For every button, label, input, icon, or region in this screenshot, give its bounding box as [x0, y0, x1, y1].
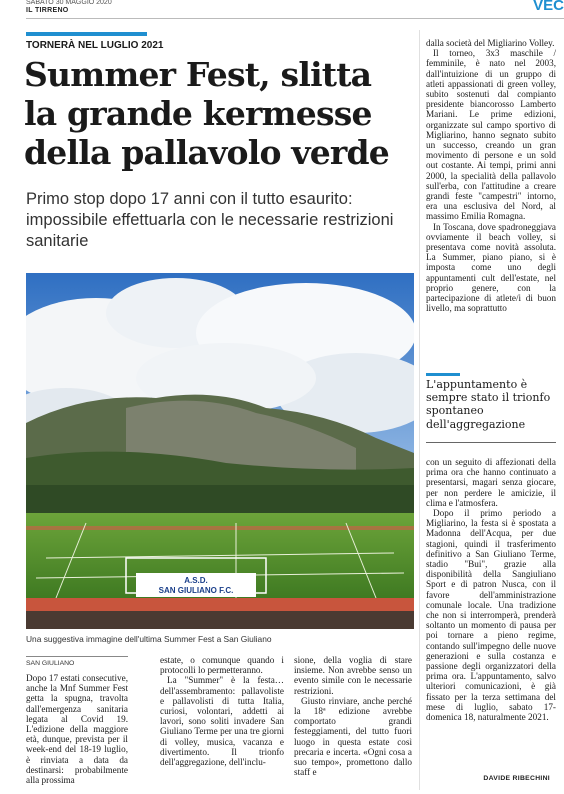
- body-paragraph: Il torneo, 3x3 maschile / femminile, è nato nel 2003, dall'intuizione di un gruppo di atleti appassionati di green volley, subito sostenuti dal compianto presidente biancorosso Lamberto Mariani. Le prime edizioni, organizzate sul campo sportivo di Migliarino, hanno segnato subito un successo, creando un gran movimento di persone e un sold out costante. Ai tempi, primi anni 2000, la specialità della pallavolo sull'erba, con l'attitudine a creare grandi feste "campestri" intorno, era una esclusiva del Nord, al massimo Emilia Romagna.: [426, 48, 556, 222]
- column-divider: [419, 30, 420, 790]
- pullquote-rule: [426, 442, 556, 443]
- article-kicker: TORNERÀ NEL LUGLIO 2021: [26, 40, 164, 51]
- issue-date: SABATO 30 MAGGIO 2020: [26, 0, 112, 6]
- body-paragraph: In Toscana, dove spadroneggiava ovviamente il beach volley, si presentava come novità assoluta. La Summer, piano piano, si è imposta come uno degli appuntamenti cult dell'estate, nel proprio genere, con la partecipazione di atlete/i di buon livello, ma soprattutto: [426, 221, 556, 314]
- volleyball-field-photo: [26, 273, 414, 629]
- body-paragraph: Dopo il primo periodo a Migliarino, la festa si è spostata a Madonna dell'Acqua, per due stagioni, quindi il trasferimento definitivo a San Giuliano Terme, stadio "Bui", grazie alla disponibilità della Sangiuliano Sport e di patron Nusca, con il favore dell'amministrazione comunale locale. Una tradizione che non si interromperà, prenderà soltanto un momento di pausa per poi tornare a pieno regime, contando sull'impegno delle nuove generazioni e sulla costanza e passione degli organizzatori della prima ora. L'appuntamento, salvo ulteriori comunicazioni, è già fissato per la terza settimana del mese di luglio, sabato 17- domenica 18, naturalmente 2021.: [426, 508, 556, 723]
- pullquote: L'appuntamento è sempre stato il trionfo spontaneo dell'aggregazione: [426, 378, 551, 431]
- dateline-rule: [26, 656, 128, 657]
- article-subhead: Primo stop dopo 17 anni con il tutto esaurito: impossibile effettuarla con le necessarie restrizioni sanitarie: [26, 190, 394, 250]
- body-paragraph: estate, o comunque quando i protocolli lo permetteranno.: [160, 655, 284, 676]
- body-column-1: [26, 673, 128, 785]
- article-headline: Summer Fest, slitta la grande kermesse della pallavolo verde: [24, 55, 389, 172]
- newspaper-name: IL TIRRENO: [26, 7, 69, 14]
- section-label: VEC: [533, 0, 564, 14]
- body-column-right-top: [426, 38, 556, 313]
- body-paragraph: sione, della voglia di stare insieme. Non avrebbe senso un evento simile con le necessarie restrizioni.: [294, 655, 412, 696]
- kicker-accent-bar: [26, 32, 147, 36]
- body-paragraph: Dopo 17 estati consecutive, anche la Mnf Summer Fest getta la spugna, travolta dall'emergenza sanitaria legata al Covid 19. L'edizione della maggiore età, dunque, prevista per il week-end del 18-19 luglio, è rinviata a data da destinarsi: probabilmente alla prossima: [26, 673, 128, 786]
- body-paragraph: Giusto rinviare, anche perché la 18ª edizione avrebbe comportato grandi festeggiamenti, del tutto fuori luogo in questa estate così precaria e incerta. «Ogni cosa a suo tempo», promettono dallo staff e: [294, 695, 412, 778]
- body-column-right-bottom: [426, 457, 556, 722]
- photo-caption: Una suggestiva immagine dell'ultima Summer Fest a San Giuliano: [26, 634, 272, 644]
- body-column-3: [294, 655, 412, 777]
- club-banner-line2: SAN GIULIANO F.C.: [158, 586, 234, 595]
- body-paragraph: con un seguito di affezionati della prima ora che hanno continuato a presentarsi, magari senza giocare, per non perdere le amicizie, il clima e l'atmosfera.: [426, 457, 556, 508]
- masthead-rule: [26, 18, 564, 19]
- body-column-2: [160, 655, 284, 767]
- body-paragraph: dalla società del Migliarino Volley.: [426, 38, 555, 48]
- body-paragraph: La "Summer" è la festa…dell'assembramento: pallavoliste e pallavolisti di tutta Italia, curiosi, volontari, addetti ai lavori, sono soliti invadere San Giuliano Terme per una tre giorni di volley, musica, vacanza e divertimento. Il trionfo dell'aggregazione, dell'inclu-: [160, 675, 284, 768]
- pullquote-accent-bar: [426, 373, 460, 376]
- article-photo: [26, 273, 414, 629]
- club-banner-line1: A.S.D.: [184, 576, 208, 585]
- dateline-location: SAN GIULIANO: [26, 660, 75, 667]
- article-author: DAVIDE RIBECHINI: [483, 775, 550, 782]
